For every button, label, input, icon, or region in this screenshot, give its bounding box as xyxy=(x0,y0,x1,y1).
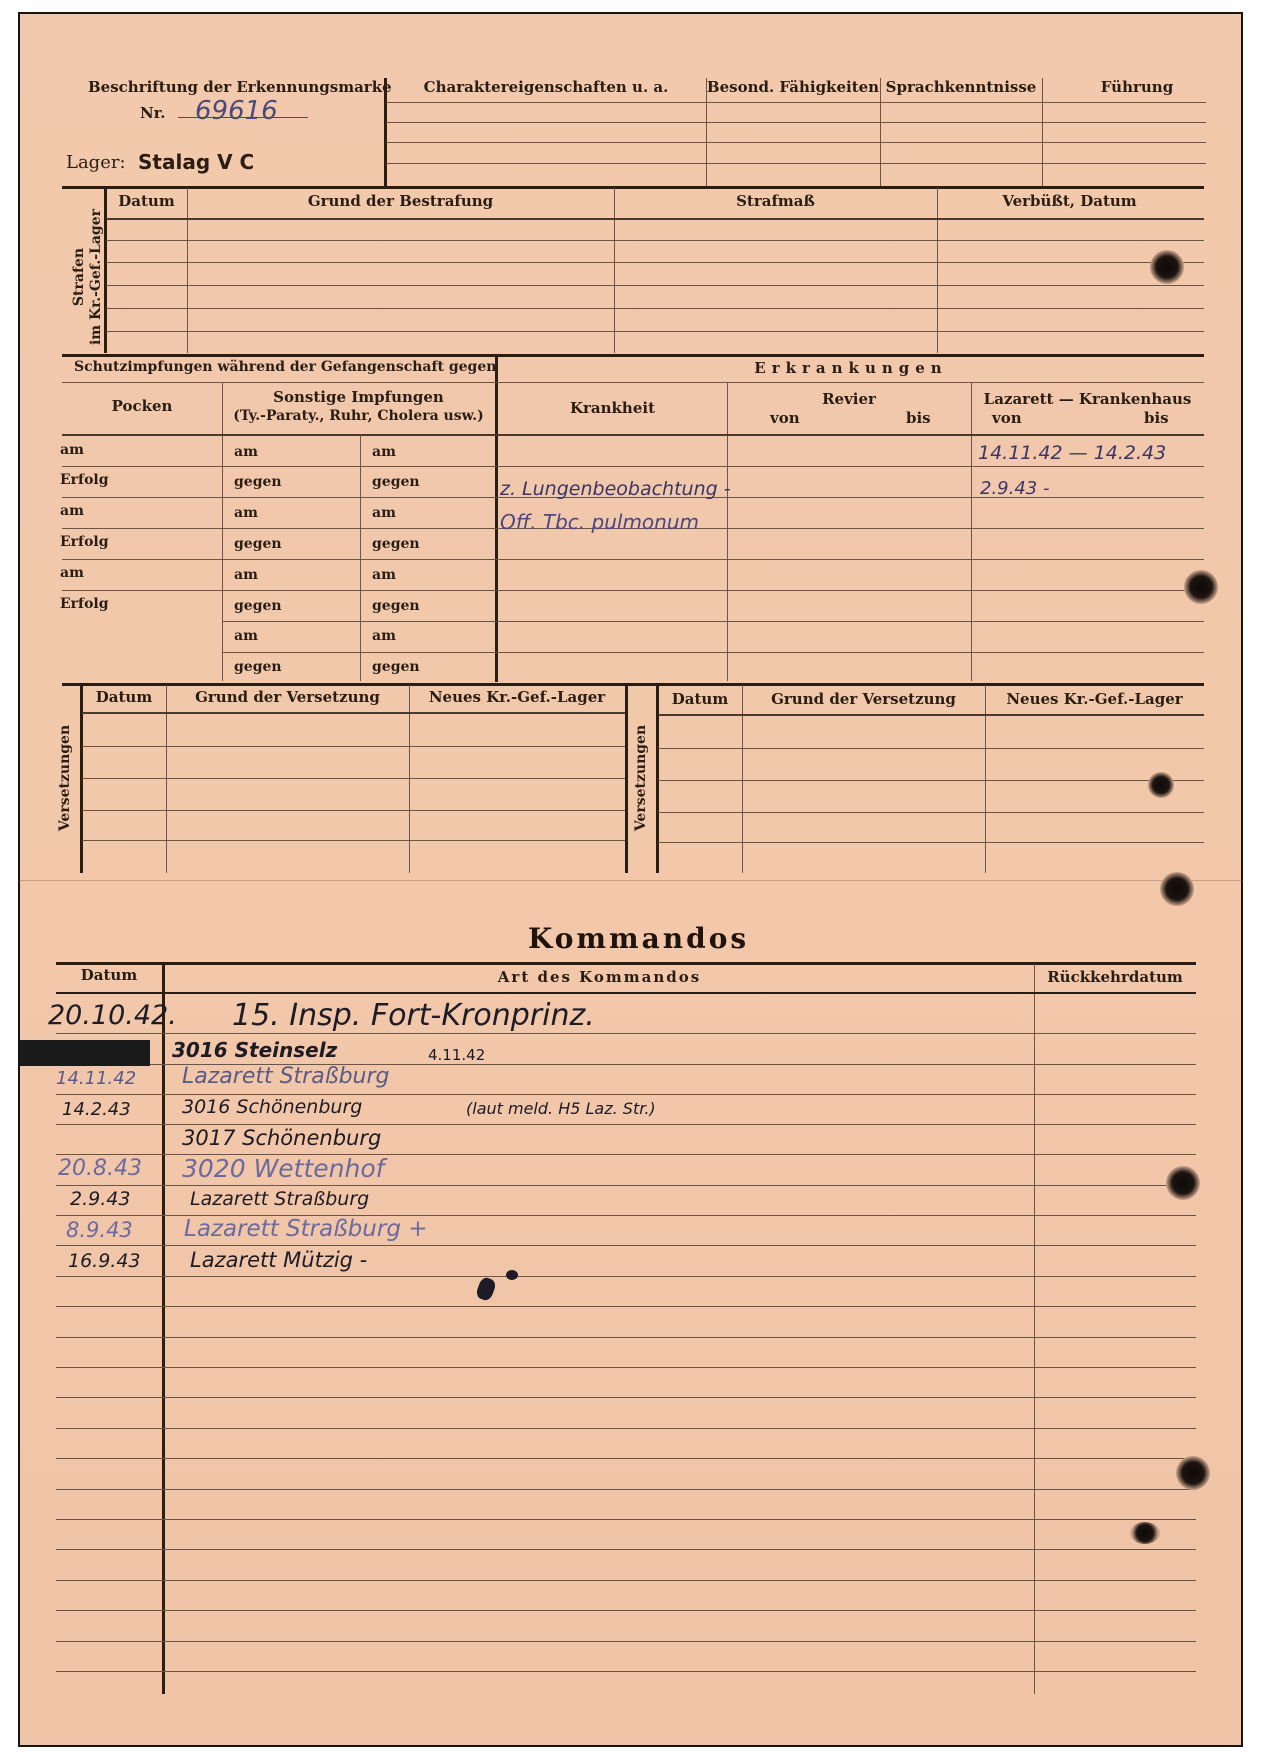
camp-label: Lager: xyxy=(66,152,126,173)
punch-hole-7 xyxy=(1130,1522,1160,1544)
kommando-row-2-extra: 4.11.42 xyxy=(428,1046,486,1064)
punishment-col-served: Verbüßt, Datum xyxy=(1002,192,1137,210)
illness-col-infirmary: Revier xyxy=(822,390,876,408)
col-traits: Charaktereigenschaften u. a. xyxy=(423,78,669,96)
kommandos-title: Kommandos xyxy=(528,922,750,955)
punishment-side-label-1: Strafen xyxy=(71,247,87,307)
kommando-row-6-type: 3020 Wettenhof xyxy=(182,1154,385,1183)
vacc-b-row-2: gegen xyxy=(372,474,420,490)
transfer-col-camp-right: Neues Kr.-Gef.-Lager xyxy=(1006,690,1183,708)
col-languages: Sprachkenntnisse xyxy=(885,78,1037,96)
transfer-col-reason-left: Grund der Versetzung xyxy=(195,688,380,706)
vacc-col-smallpox: Pocken xyxy=(111,397,173,415)
vacc-col-other: Sonstige Impfungen xyxy=(273,388,444,406)
kommando-row-9-type: Lazarett Mützig - xyxy=(190,1248,368,1272)
punch-hole-6 xyxy=(1176,1456,1210,1490)
vacc-a-row-5: am xyxy=(234,567,258,583)
illness-col-hospital-from: von xyxy=(992,409,1022,427)
tag-label: Beschriftung der Erkennungsmarke xyxy=(88,78,392,96)
kommando-col-return: Rückkehrdatum xyxy=(1047,968,1183,986)
hospital-entry-1: 14.11.42 — 14.2.43 xyxy=(978,442,1167,464)
kommando-col-date: Datum xyxy=(80,966,138,984)
punishment-col-date: Datum xyxy=(118,192,175,210)
punishment-col-penalty: Strafmaß xyxy=(736,192,815,210)
kommando-row-5-type: 3017 Schönenburg xyxy=(182,1126,382,1150)
transfer-col-camp-left: Neues Kr.-Gef.-Lager xyxy=(428,688,606,706)
nr-label: Nr. xyxy=(140,104,166,122)
punch-hole-3 xyxy=(1148,772,1174,798)
kommando-row-4-date: 14.2.43 xyxy=(62,1099,131,1120)
vacc-b-row-6: gegen xyxy=(372,598,420,614)
smallpox-row-2: Erfolg xyxy=(60,472,109,488)
kommando-row-6-date: 20.8.43 xyxy=(58,1156,142,1181)
kommando-row-2-type: 3016 Steinselz xyxy=(172,1038,338,1062)
kommando-row-3-date: 14.11.42 xyxy=(56,1068,137,1089)
kommando-row-4-type: 3016 Schönenburg xyxy=(182,1096,363,1118)
punch-hole-4 xyxy=(1160,872,1194,906)
vacc-b-row-4: gegen xyxy=(372,536,420,552)
kommando-row-3-type: Lazarett Straßburg xyxy=(182,1064,390,1089)
vacc-b-row-1: am xyxy=(372,444,396,460)
smallpox-row-3: am xyxy=(60,503,84,519)
transfers-side-label-left: Versetzungen xyxy=(57,724,73,832)
illnesses-title: Erkrankungen xyxy=(754,359,948,377)
kommando-row-7-date: 2.9.43 xyxy=(70,1188,131,1210)
transfer-col-reason-right: Grund der Versetzung xyxy=(771,690,956,708)
vacc-a-row-1: am xyxy=(234,444,258,460)
nr-value: 69616 xyxy=(195,96,278,126)
punishment-side-label xyxy=(71,207,105,347)
vacc-a-row-7: am xyxy=(234,628,258,644)
kommando-row-1-date: 20.10.42. xyxy=(48,1000,177,1031)
smallpox-row-5: am xyxy=(60,565,84,581)
vacc-a-row-2: gegen xyxy=(234,474,282,490)
ink-blot-small xyxy=(506,1270,518,1280)
illness-col-hospital: Lazarett — Krankenhaus xyxy=(983,390,1192,408)
vacc-col-other-sub: (Ty.-Paraty., Ruhr, Cholera usw.) xyxy=(233,408,484,424)
punch-hole-2 xyxy=(1184,570,1218,604)
vacc-b-row-7: am xyxy=(372,628,396,644)
redaction-mark xyxy=(20,1040,150,1066)
illness-entry-1: z. Lungenbeobachtung - xyxy=(500,478,731,500)
col-skills: Besond. Fähigkeiten xyxy=(706,78,880,96)
punch-hole-1 xyxy=(1150,250,1184,284)
illness-col-illness: Krankheit xyxy=(569,399,656,417)
vacc-b-row-5: am xyxy=(372,567,396,583)
vacc-a-row-6: gegen xyxy=(234,598,282,614)
kommando-row-4-extra: (laut meld. H5 Laz. Str.) xyxy=(466,1099,656,1118)
vacc-a-row-3: am xyxy=(234,505,258,521)
col-conduct: Führung xyxy=(1100,78,1174,96)
smallpox-row-4: Erfolg xyxy=(60,534,109,550)
vacc-a-row-4: gegen xyxy=(234,536,282,552)
smallpox-row-1: am xyxy=(60,442,84,458)
vacc-a-row-8: gegen xyxy=(234,659,282,675)
punishment-col-reason: Grund der Bestrafung xyxy=(307,192,494,210)
kommando-row-8-type: Lazarett Straßburg + xyxy=(184,1216,428,1242)
kommando-row-9-date: 16.9.43 xyxy=(68,1250,141,1272)
transfers-side-label-right: Versetzungen xyxy=(633,724,649,832)
transfer-col-date-left: Datum xyxy=(95,688,153,706)
kommando-row-8-date: 8.9.43 xyxy=(66,1218,133,1242)
kommando-row-7-type: Lazarett Straßburg xyxy=(190,1188,370,1210)
illness-col-hospital-to: bis xyxy=(1144,409,1169,427)
smallpox-row-6: Erfolg xyxy=(60,596,109,612)
hospital-entry-2: 2.9.43 - xyxy=(980,478,1050,499)
transfer-col-date-right: Datum xyxy=(671,690,729,708)
illness-entry-2: Off. Tbc. pulmonum xyxy=(500,510,699,534)
illness-col-infirmary-to: bis xyxy=(906,409,931,427)
vacc-b-row-3: am xyxy=(372,505,396,521)
illness-col-infirmary-from: von xyxy=(770,409,800,427)
vaccinations-title: Schutzimpfungen während der Gefangenschaft gegen xyxy=(74,359,497,375)
punch-hole-5 xyxy=(1166,1166,1200,1200)
kommando-col-type: Art des Kommandos xyxy=(497,968,702,986)
camp-value: Stalag V C xyxy=(138,150,255,174)
kommando-row-1-type: 15. Insp. Fort-Kronprinz. xyxy=(232,998,595,1033)
vacc-b-row-8: gegen xyxy=(372,659,420,675)
punishment-side-label-2: im Kr.-Gef.-Lager xyxy=(88,209,104,346)
